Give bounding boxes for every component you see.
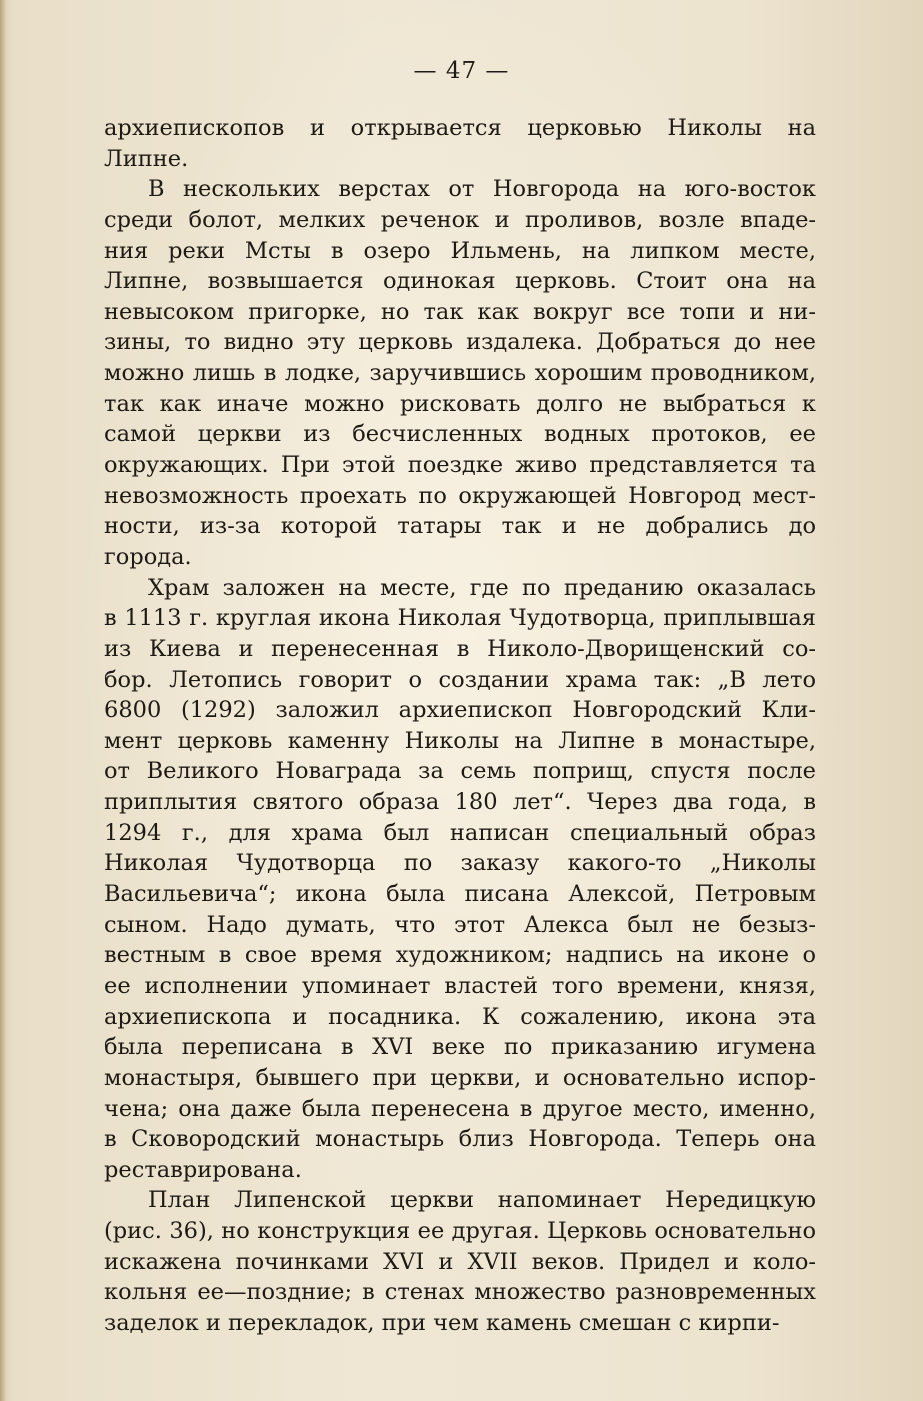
text-line: архиепископов и открывается церковью Николы на bbox=[104, 115, 816, 141]
body-text bbox=[104, 113, 816, 1339]
text-line: была переписана в XVI веке по приказанию игумена bbox=[104, 1034, 816, 1061]
text-line: ности, из-за которой татары так и не добрались до bbox=[104, 513, 816, 540]
text-line: в Сковородский монастырь близ Новгорода. Теперь она bbox=[104, 1126, 816, 1153]
page-number: — 47 — bbox=[413, 58, 510, 84]
text-line: Липне, возвышается одинокая церковь. Стоит она на bbox=[104, 268, 816, 295]
text-line: вестным в свое время художником; надпись на иконе о bbox=[104, 942, 816, 969]
text-line: План Липенской церкви напоминает Нередицкую bbox=[148, 1187, 816, 1214]
text-line: реставрирована. bbox=[104, 1156, 302, 1183]
paragraph bbox=[104, 1185, 816, 1338]
text-line: города. bbox=[104, 543, 192, 570]
text-line: мент церковь каменну Николы на Липне в монастыре, bbox=[104, 727, 816, 754]
text-line: ее исполнении упоминает властей того времени, князя, bbox=[104, 972, 816, 999]
text-line: кольня ее—поздние; в стенах множество разновременных bbox=[104, 1279, 816, 1306]
text-line: самой церкви из бесчисленных водных протоков, ее bbox=[104, 421, 816, 448]
text-line: зины, то видно эту церковь издалека. Добраться до нее bbox=[104, 329, 816, 356]
text-line: искажена починками XVI и XVII веков. Придел и коло- bbox=[104, 1248, 816, 1275]
text-line: Храм заложен на месте, где по преданию оказалась bbox=[148, 574, 816, 601]
text-line: приплытия святого образа 180 лет“. Через два года, в bbox=[104, 789, 816, 816]
text-line: окружающих. При этой поездке живо представляется та bbox=[104, 452, 816, 479]
text-line: Николая Чудотворца по заказу какого-то „Николы bbox=[104, 850, 816, 877]
text-line: 1294 г., для храма был написан специальный образ bbox=[104, 819, 816, 846]
text-line: в 1113 г. круглая икона Николая Чудотворца, приплывшая bbox=[104, 605, 816, 632]
paragraph bbox=[104, 113, 816, 174]
text-line: ния реки Мсты в озеро Ильмень, на липком месте, bbox=[104, 237, 816, 264]
text-line: Васильевича“; икона была писана Алексой, Петровым bbox=[104, 881, 816, 908]
text-line: заделок и перекладок, при чем камень смешан с кирпи- bbox=[104, 1309, 780, 1336]
paragraph bbox=[104, 573, 816, 1186]
text-line: В нескольких верстах от Новгорода на юго-восток bbox=[148, 176, 816, 203]
text-line: 6800 (1292) заложил архиепископ Новгородский Кли- bbox=[104, 697, 816, 724]
text-line: из Киева и перенесенная в Николо-Дворищенский со- bbox=[104, 635, 816, 662]
text-line: (рис. 36), но конструкция ее другая. Церковь основательно bbox=[104, 1218, 816, 1245]
text-line: можно лишь в лодке, заручившись хорошим проводником, bbox=[104, 360, 816, 387]
text-line: невозможность проехать по окружающей Новгород мест- bbox=[104, 482, 816, 509]
page-edge bbox=[0, 0, 6, 1401]
text-line: невысоком пригорке, но так как вокруг все топи и ни- bbox=[104, 298, 816, 325]
text-line: среди болот, мелких реченок и проливов, возле впаде- bbox=[104, 206, 816, 233]
text-line: архиепископа и посадника. К сожалению, икона эта bbox=[104, 1003, 816, 1030]
text-line: сыном. Надо думать, что этот Алекса был не безыз- bbox=[104, 911, 816, 938]
text-line: от Великого Новаграда за семь поприщ, спустя после bbox=[104, 758, 816, 785]
text-line: бор. Летопись говорит о создании храма так: „В лето bbox=[104, 666, 816, 693]
text-line: так как иначе можно рисковать долго не выбраться к bbox=[104, 390, 816, 417]
paragraph bbox=[104, 174, 816, 572]
text-line: чена; она даже была перенесена в другое место, именно, bbox=[104, 1095, 816, 1122]
text-line: монастыря, бывшего при церкви, и основательно испор- bbox=[104, 1064, 816, 1091]
text-line: Липне. bbox=[104, 145, 189, 172]
